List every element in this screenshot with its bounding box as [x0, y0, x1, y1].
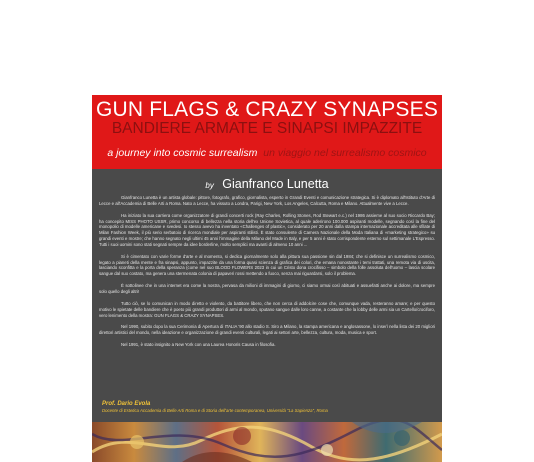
author-line: [92, 175, 442, 193]
main-title: GUN FLAGS & CRAZY SYNAPSES: [95, 98, 439, 121]
artwork-pattern: [92, 422, 442, 462]
article-body: [99, 195, 435, 354]
paragraph: Si è cimentato con varie forme d'arte e al momento, si dedica giornalmente solo alla pittura sua passione sin dal 1984; che si definisce un surrealismo cosmico, legato a pianeti della mente e fra sinapsi, appunto, impazzite da una forma quasi scienza di grafica dei colori, che emana nonostante i temi trattati, una remota via di uscita, lasciando sconfitta e la porta della speranza (come nel suo BLOOD FLOWERS 2023 in cui un Cristo dona crocifisso – simbolo della folle assoluta dell'uomo – lascia scolare sangue dal suo costato, ma genera una stermenata colonia di papaveri rossi mettendo a fuoco, senza mai riguardarsi, solo il problema.: [99, 253, 435, 277]
poster: [92, 95, 442, 462]
signature-role: Docente di Estetica Accademia di Belle Arti Roma e di Storia dell'arte contemporanea, Università "La Sapienza", Roma: [102, 408, 328, 413]
signature: [102, 400, 432, 414]
paragraph: Ha iniziato la sua carriera come organizzatore di grandi concerti rock (Ray Charles, Rolling Stones, Rod Stewart e.c.) nel 1986 assieme al suo socio Riccardo Bay; ha concepito MISS PHOTO USSR, primo concorso di bellezza nella storia dell'ex Unione Sovietica, al quale aderirono 100.000 aspiranti modelle, segnando così la fine del monopolio di modelle americane e svedesi. Io stesso avevo ha inventato «Challenges of plastic», considerato per 20 anni dalla stampa internazionale accreditata alle sfilate di Milan Fashion Week, il più serio serbatoio di ricerca mondiale per aspiranti stilisti. È stato consulente di Camera Nazionale della Moda Italiana di «marketing strategico» su grandi eventi e mostre; che hanno segnato negli ultimi 45 anni l'immagine della Milano del Made in Italy, e per 5 anni è stato corrispondente esterno sul settimanale L'Espresso. Tutti i suoi uomini sono stati segnati sempre da idee borderline, molto semplici ma avanti di almeno 10 anni ...: [99, 212, 435, 247]
paragraph: Tutto ciò, se lo comunican in modo diretto e violento, da battitore libero, che non cerca di addolcire cose che, comunque vada, resteranno amare; e per questo motivo le spietate delle bandiere che è poeto più grandi produttori di armi al mondo, sputano sangue dalle loro canne, a costante che la lobby delle armi sia un Cartello/crociforo, vero lenimento della mostra: GUN FLAGS & CRAZY SYNAPSES.: [99, 300, 435, 318]
paragraph: È sottolinee che in una internet era come la nostra, pervasa da milioni di immagini di giorno, ci siamo ormai così abituati e assuefatti anche ai dolore, ma sempre solo quello degli altri!: [99, 283, 435, 294]
paragraph: Nel 1991, è stato insignito a New York con una Laurea Honoris Causa in filosofia.: [121, 342, 276, 348]
tagline-italian: un viaggio nel surrealismo cosmico: [263, 147, 427, 159]
artwork-strip: [92, 422, 442, 462]
signature-name: Prof. Dario Evola: [102, 401, 151, 407]
paragraph: Nel 1990, subito dopo la sua Cerimonia di Apertura di ITALIA '90 allo stadio S. Siro a Milano, la stampa americana e anglosassone, lo inserì nella lista dei 20 migliori direttori artistici del mondo, nella ideazione e organizzazione di grandi eventi culturali, legati ai settori arte, bellezza, cultura, moda, musica e sport.: [99, 324, 435, 336]
paragraph: Gianfranco Lunetta è un artista globale: pittore, fotografo, grafico, giornalista, esperto in Grandi Eventi e comunicazione strategica. Si è diplomato all'Istituto d'Arte di Lecce e all'Accademia di Belle Arti a Roma. Nato a Lecce, ha vissuto a Londra, Parigi, New York, Los Angeles, Calcutta, Roma e Milano. Attualmente vive a Lecce.: [99, 195, 435, 206]
author-name: Gianfranco Lunetta: [222, 177, 329, 191]
tagline: [92, 147, 442, 159]
author-by: by: [205, 181, 214, 190]
title-banner: [92, 95, 442, 169]
tagline-english: a journey into cosmic surrealism: [107, 147, 258, 159]
italian-title: BANDIERE ARMATE E SINAPSI IMPAZZITE: [111, 120, 423, 137]
